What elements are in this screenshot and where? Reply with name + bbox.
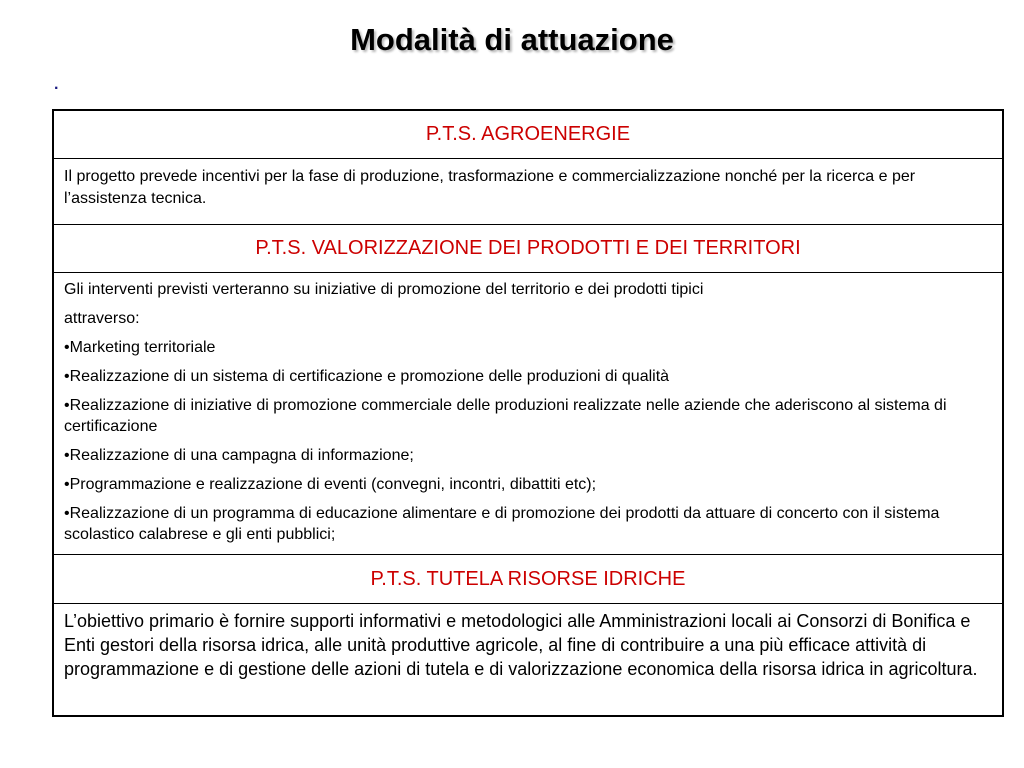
bullet-marker: ·: [54, 80, 60, 97]
section-body-valorizzazione: [54, 272, 1002, 554]
content-table: [52, 109, 1004, 717]
section-heading-valorizzazione: P.T.S. VALORIZZAZIONE DEI PRODOTTI E DEI TERRITORI: [54, 224, 1002, 272]
list-item: •Marketing territoriale: [64, 339, 216, 356]
section-text-agroenergie: Il progetto prevede incentivi per la fase di produzione, trasformazione e commercializzazione nonché per la ricerca e per l’assistenza tecnica.: [54, 158, 1002, 224]
intro-line: Gli interventi previsti verteranno su iniziative di promozione del territorio e dei prodotti tipici: [64, 281, 704, 298]
section-heading-risorse-idriche: P.T.S. TUTELA RISORSE IDRICHE: [54, 554, 1002, 603]
section-heading-agroenergie: P.T.S. AGROENERGIE: [425, 123, 631, 145]
list-item: •Realizzazione di un programma di educazione alimentare e di promozione dei prodotti da attuare di concerto con il sistema scolastico calabrese e gli enti pubblici;: [64, 505, 940, 543]
section-text-risorse-idriche: L’obiettivo primario è fornire supporti informativi e metodologici alle Amministrazioni locali ai Consorzi di Bonifica e Enti gestori della risorsa idrica, alle unità produttive agricole, al fine di contribuire a una più efficace attività di programmazione e di gestione delle azioni di tutela e di valorizzazione economica della risorsa idrica in agricoltura.: [54, 603, 1002, 715]
intro-line: attraverso:: [64, 310, 140, 327]
list-item: •Realizzazione di un sistema di certificazione e promozione delle produzioni di qualità: [64, 368, 670, 385]
list-item: •Programmazione e realizzazione di eventi (convegni, incontri, dibattiti etc);: [64, 476, 597, 493]
page-title: Modalità di attuazione: [350, 22, 674, 57]
list-item: •Realizzazione di una campagna di informazione;: [64, 447, 414, 464]
list-item: •Realizzazione di iniziative di promozione commerciale delle produzioni realizzate nelle aziende che aderiscono al sistema di certificazione: [64, 397, 947, 435]
